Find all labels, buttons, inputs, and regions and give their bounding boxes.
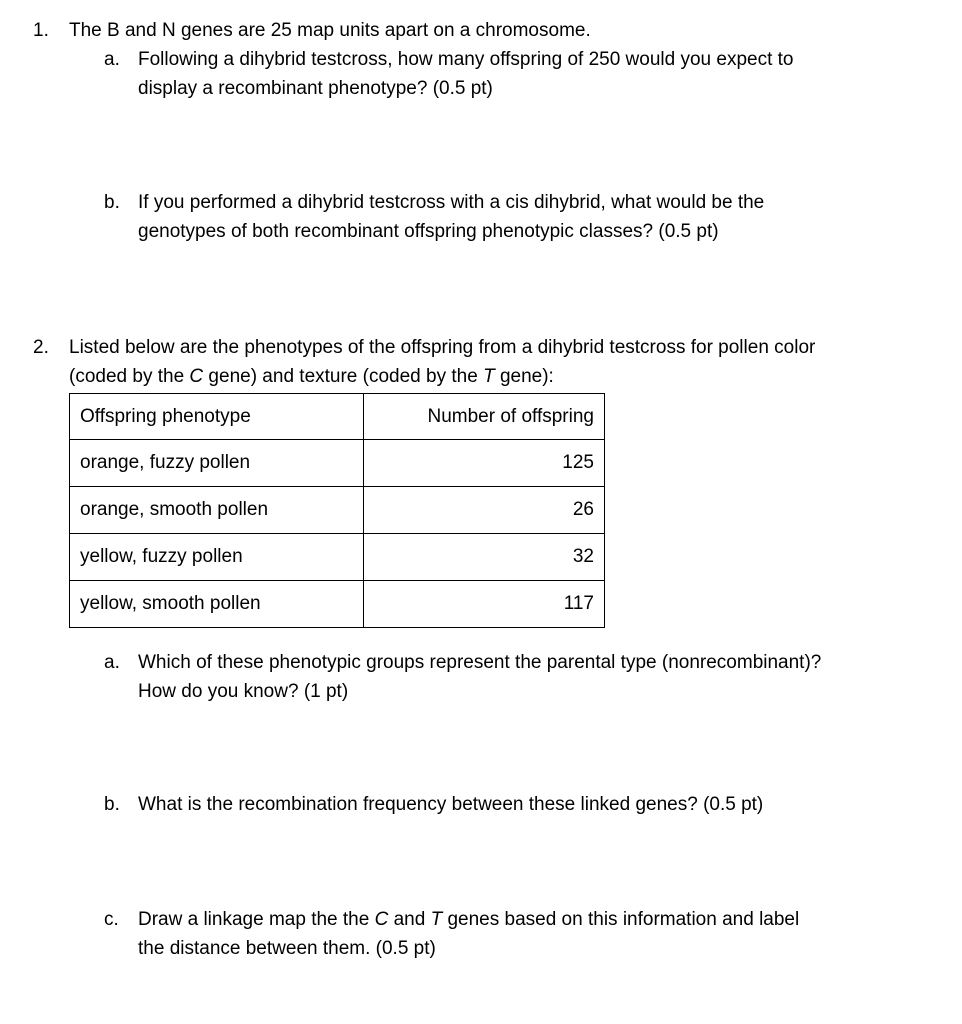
row-phenotype: orange, fuzzy pollen [70,440,364,487]
q2c-line2: the distance between them. (0.5 pt) [138,938,436,959]
q2-number: 2. [33,337,49,358]
q2-line2 [69,365,554,389]
row-count: 32 [364,534,605,581]
q1b-line1: If you performed a dihybrid testcross with a cis dihybrid, what would be the [138,192,765,213]
table-row [70,534,605,581]
q1b-line2: genotypes of both recombinant offspring phenotypic classes? (0.5 pt) [138,221,719,242]
q2-line2-part1: (coded by the [69,366,190,387]
q2a-letter: a. [104,652,120,673]
q1a-line2: display a recombinant phenotype? (0.5 pt) [138,78,493,99]
q2-line2-part3: gene): [494,366,554,387]
header-count: Number of offspring [364,394,605,440]
q1b-letter: b. [104,192,120,213]
q2c-line1 [138,908,799,932]
header-phenotype: Offspring phenotype [70,394,364,440]
gene-c-label: C [374,909,389,930]
row-count: 125 [364,440,605,487]
table-row [70,440,605,487]
q2-line1: Listed below are the phenotypes of the offspring from a dihybrid testcross for pollen color [69,337,816,358]
q2c-line1-part1: Draw a linkage map the the [138,909,375,930]
q1-number: 1. [33,20,49,41]
gene-t-label: T [483,366,495,387]
q2c-line1-part2: and [388,909,431,930]
row-phenotype: yellow, smooth pollen [70,581,364,628]
table-row [70,487,605,534]
q2c-letter: c. [104,909,119,930]
row-phenotype: orange, smooth pollen [70,487,364,534]
table-row [70,581,605,628]
row-phenotype: yellow, fuzzy pollen [70,534,364,581]
row-count: 26 [364,487,605,534]
q1a-line1: Following a dihybrid testcross, how many offspring of 250 would you expect to [138,49,794,70]
offspring-table [69,393,605,628]
q1a-letter: a. [104,49,120,70]
gene-t-label: T [430,909,443,930]
q2c-line1-part3: genes based on this information and label [442,909,800,930]
q2a-line2: How do you know? (1 pt) [138,681,349,702]
q2b-letter: b. [104,794,120,815]
gene-c-label: C [189,366,204,387]
table-header-row [70,394,605,440]
q2-line2-part2: gene) and texture (coded by the [203,366,484,387]
row-count: 117 [364,581,605,628]
q2b-line1: What is the recombination frequency between these linked genes? (0.5 pt) [138,794,764,815]
q1-text: The B and N genes are 25 map units apart on a chromosome. [69,20,591,41]
q2a-line1: Which of these phenotypic groups represent the parental type (nonrecombinant)? [138,652,822,673]
